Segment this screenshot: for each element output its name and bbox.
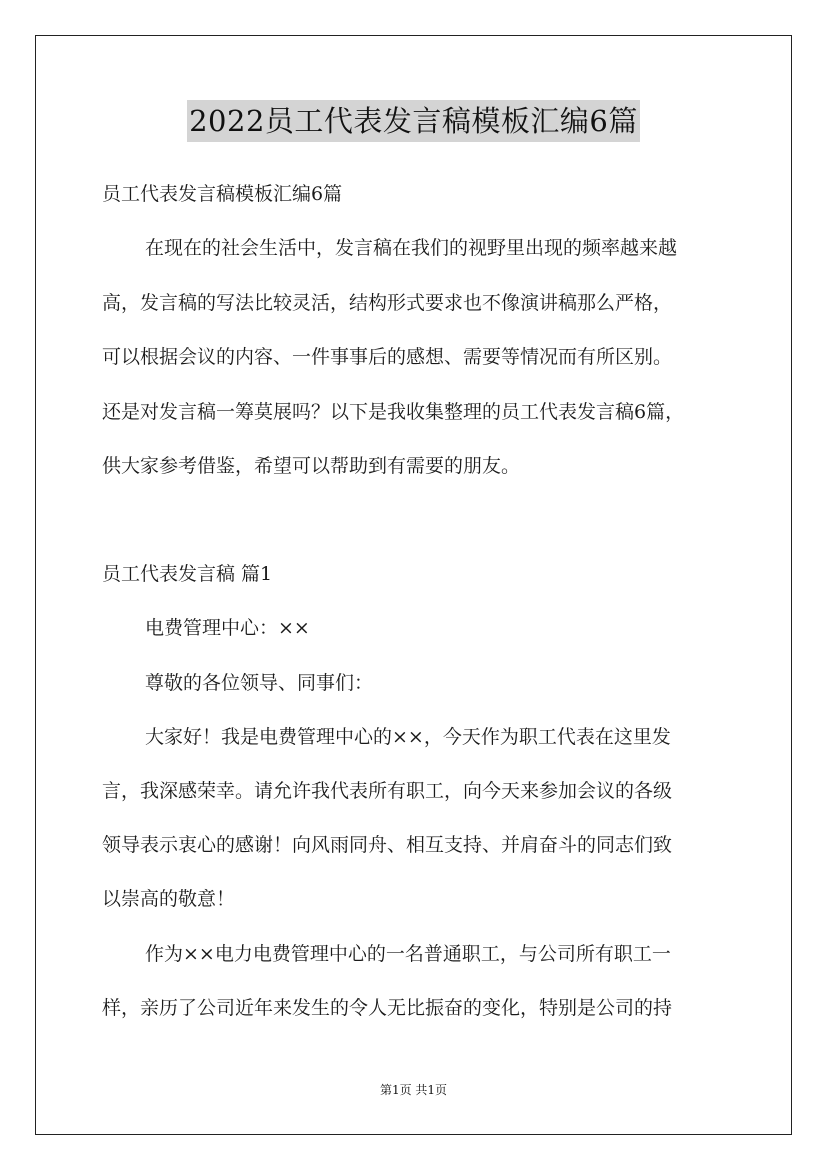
paragraph-line: 言，我深感荣幸。请允许我代表所有职工，向今天来参加会议的各级: [102, 780, 673, 802]
paragraph-line: 作为××电力电费管理中心的一名普通职工，与公司所有职工一: [145, 943, 671, 965]
document-title: 2022员工代表发言稿模板汇编6篇: [187, 100, 640, 142]
intro-line: 高，发言稿的写法比较灵活，结构形式要求也不像演讲稿那么严格，: [102, 292, 673, 314]
speaker-line: 电费管理中心：××: [145, 617, 310, 639]
document-subtitle: 员工代表发言稿模板汇编6篇: [102, 183, 343, 205]
section-heading: 员工代表发言稿 篇1: [102, 563, 273, 585]
paragraph-line: 领导表示衷心的感谢！向风雨同舟、相互支持、并肩奋斗的同志们致: [102, 834, 673, 856]
page-footer: 第1页 共1页: [379, 1083, 448, 1097]
intro-line: 在现在的社会生活中，发言稿在我们的视野里出现的频率越来越: [145, 237, 678, 259]
intro-line: 可以根据会议的内容、一件事事后的感想、需要等情况而有所区别。: [102, 346, 673, 368]
intro-line: 供大家参考借鉴，希望可以帮助到有需要的朋友。: [102, 455, 521, 477]
paragraph-line: 大家好！我是电费管理中心的××，今天作为职工代表在这里发: [145, 726, 671, 748]
title-wrap: [0, 100, 827, 142]
paragraph-line: 以崇高的敬意！: [102, 888, 236, 910]
salutation: 尊敬的各位领导、同事们：: [145, 672, 374, 694]
paragraph-line: 样，亲历了公司近年来发生的令人无比振奋的变化，特别是公司的持: [102, 997, 673, 1019]
intro-line: 还是对发言稿一筹莫展吗？以下是我收集整理的员工代表发言稿6篇，: [102, 401, 685, 423]
